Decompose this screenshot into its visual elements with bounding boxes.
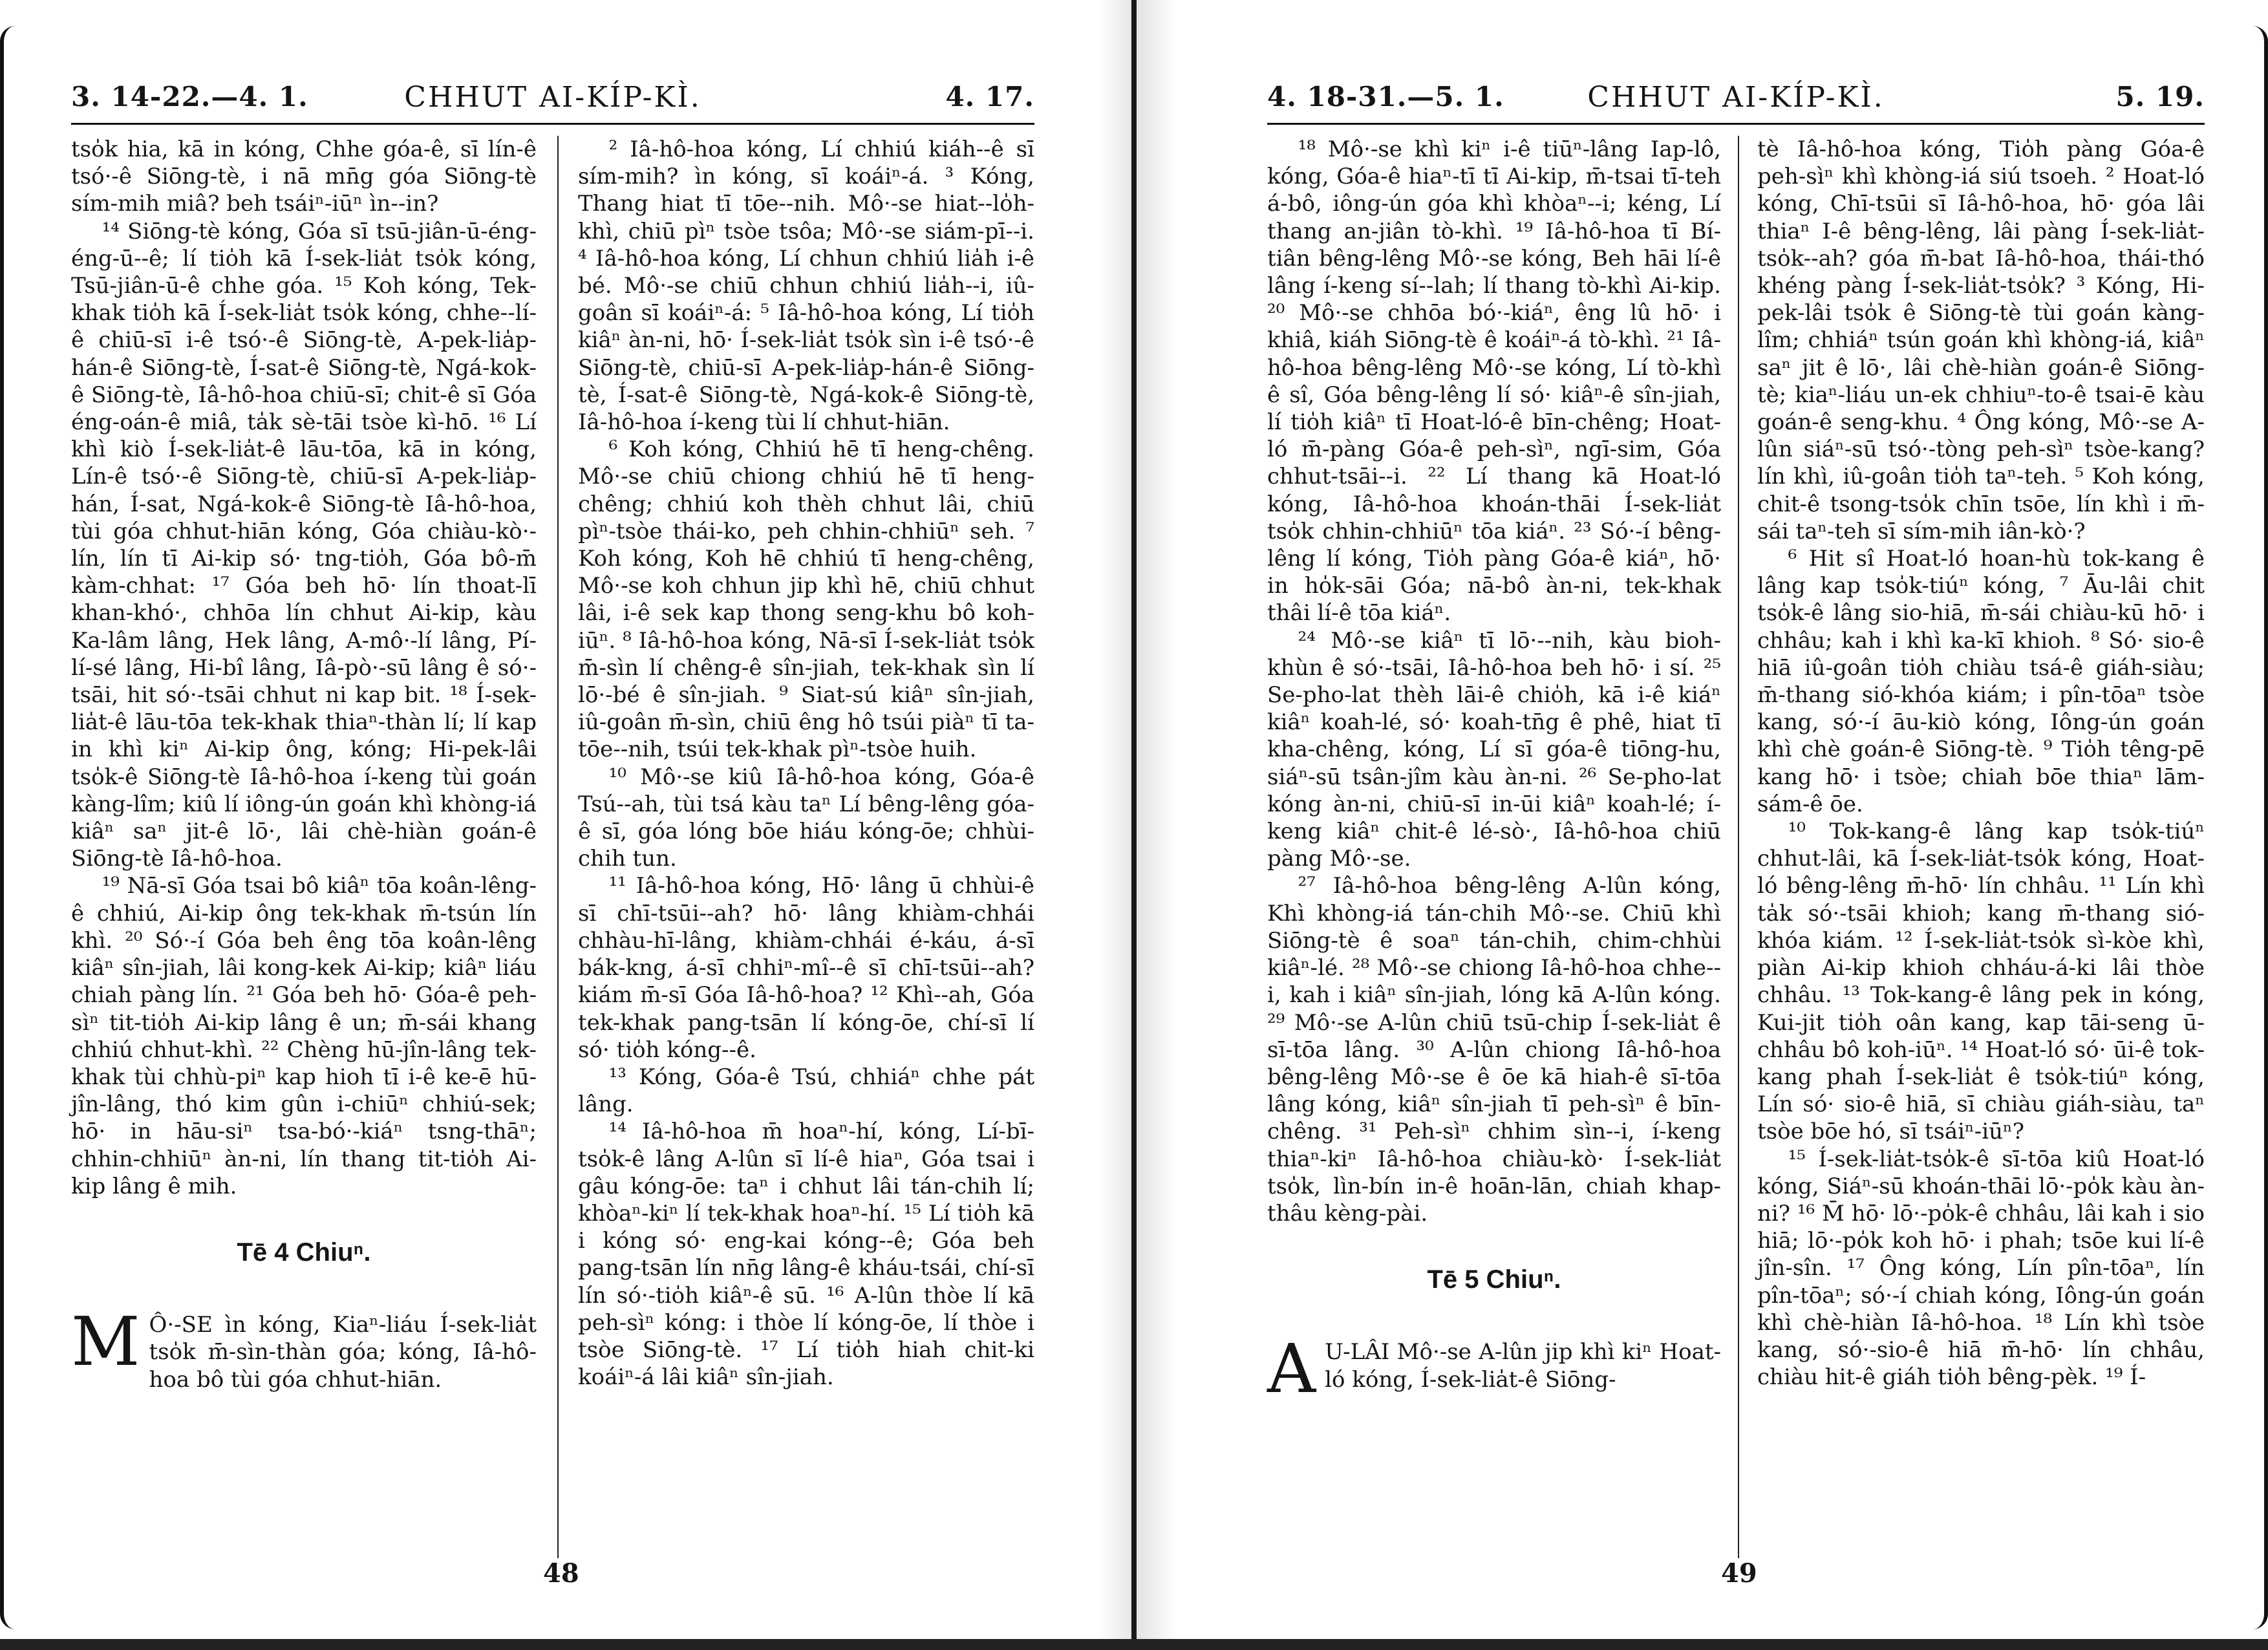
header-end-verse: 4. 17.	[945, 81, 1034, 112]
paragraph: ¹⁸ Mô·-se khì kiⁿ i-ê tiūⁿ-lâng Iap-lô, kóng, Góa-ê hiaⁿ-tī tī Ai-kip, m̄-tsai tī-teh á-bô, iông-ún góa khì khòaⁿ--i; kéng, Lí thang an-jiân tò-khì. ¹⁹ Iâ-hô-hoa tī Bí-tiân bêng-lêng Mô·-se kóng, Beh hāi lí-ê lâng í-keng sí--lah; lí thang tò-khì Ai-kip. ²⁰ Mô·-se chhōa bó·-kiáⁿ, êng lû hō· i khiâ, kiáh Siōng-tè ê koáiⁿ-á tò-khì. ²¹ Iâ-hô-hoa bêng-lêng Mô·-se kóng, Lí tò-khì ê sî, Góa bêng-lêng lí só· kiâⁿ-ê sîn-jiah, lí tio̍h kiâⁿ tī Hoat-ló-ê bīn-chêng; Hoat-ló m̄-pàng Góa-ê peh-sìⁿ, ngī-sim, Góa chhut-tsāi--i. ²² Lí thang kā Hoat-ló kóng, Iâ-hô-hoa khoán-thāi Í-sek-lia̍t tso̍k chhin-chhiūⁿ tōa kiáⁿ. ²³ Só·-í bêng-lêng lí kóng, Tio̍h pàng Góa-ê kiáⁿ, hō· in ho̍k-sāi Góa; nā-bô àn-ni, tek-khak thâi lí-ê tōa kiáⁿ.	[1267, 136, 1721, 627]
running-header	[71, 81, 1034, 120]
paragraph: ¹⁹ Nā-sī Góa tsai bô kiâⁿ tōa koân-lêng-ê chhiú, Ai-kip ông tek-khak m̄-tsún lín khì. ²⁰ Só·-í Góa beh êng tōa koân-lêng kiâⁿ sîn-jiah, lâi kong-kek Ai-kip; kiâⁿ liáu chiah pàng lín. ²¹ Góa beh hō· Góa-ê peh-sìⁿ tit-tio̍h Ai-kip lâng ê un; m̄-sái khang chhiú chhut-khì. ²² Chèng hū-jîn-lâng tek-khak tùi chhù-piⁿ kap hioh tī i-ê ke-ē hū-jîn-lâng, thó kim gûn i-chiūⁿ chhiú-sek; hō· in hāu-siⁿ tsa-bó·-kiáⁿ tsng-thāⁿ; chhin-chhiūⁿ àn-ni, lín thang tit-tio̍h Ai-kip lâng ê mih.	[71, 873, 537, 1199]
book-edge-right	[2252, 26, 2268, 1629]
paragraph: ¹¹ Iâ-hô-hoa kóng, Hō· lâng ū chhùi-ê sī chī-tsūi--ah? hō· lâng khiàm-chhái chhàu-hī-lâng, khiàm-chhái é-káu, á-sī bák-kng, á-sī chhiⁿ-mî--ê sī chī-tsūi--ah? kiám m̄-sī Góa Iâ-hô-hoa? ¹² Khì--ah, Góa tek-khak pang-tsān lí kóng-ōe, chí-sī lí só· tio̍h kóng--ê.	[578, 873, 1034, 1063]
page-number: 48	[543, 1558, 579, 1589]
header-book-title: CHHUT AI-KÍP-KÌ.	[404, 81, 701, 114]
header-rule	[1267, 123, 2205, 125]
text-column-left	[1267, 136, 1721, 1409]
paragraph: ²⁷ Iâ-hô-hoa bêng-lêng A-lûn kóng, Khì khòng-iá tán-chih Mô·-se. Chiū khì Siōng-tè ê soaⁿ tán-chih, chim-chhùi kiâⁿ-lé. ²⁸ Mô·-se chiong Iâ-hô-hoa chhe--i, kah i kiâⁿ sîn-jiah, lóng kā A-lûn kóng. ²⁹ Mô·-se A-lûn chiū tsū-chip Í-sek-lia̍t ê sī-tōa lâng. ³⁰ A-lûn chiong Iâ-hô-hoa bêng-lêng Mô·-se ê ōe kā hiah-ê sī-tōa lâng kóng, kiâⁿ sîn-jiah tī peh-sìⁿ ê bīn-chêng. ³¹ Peh-sìⁿ chhim sìn--i, í-keng thiaⁿ-kiⁿ Iâ-hô-hoa chiàu-kò· Í-sek-lia̍t tso̍k, lìn-bín in-ê hoān-lān, chiah khap-thâu kèng-pài.	[1267, 873, 1721, 1227]
paragraph: ¹⁴ Siōng-tè kóng, Góa sī tsū-jiân-ū-éng-éng-ū--ê; lí tio̍h kā Í-sek-lia̍t tso̍k kóng, Tsū-jiân-ū-ê chhe góa. ¹⁵ Koh kóng, Tek-khak tio̍h kā Í-sek-lia̍t tso̍k kóng, chhe--lí-ê chiū-sī i-ê tsó·-ê Siōng-tè, A-pek-lia̍p-hán-ê Siōng-tè, Í-sat-ê Siōng-tè, Ngá-kok-ê Siōng-tè, Iâ-hô-hoa chiū-sī; chit-ê sī Góa éng-oán-ê miâ, ta̍k sè-tāi tsòe kì-hō. ¹⁶ Lí khì kiò Í-sek-lia̍t-ê lāu-tōa, kā in kóng, Lín-ê tsó·-ê Siōng-tè, chiū-sī A-pek-lia̍p-hán, Í-sat, Ngá-kok-ê Siōng-tè Iâ-hô-hoa, tùi góa chhut-hiān kóng, Góa chiàu-kò·-lín, lín tī Ai-kip só· tng-tio̍h, Góa bô-m̄ kàm-chhat: ¹⁷ Góa beh hō· lín thoat-lī khan-khó·, chhōa lín chhut Ai-kip, kàu Ka-lâm lâng, Hek lâng, A-mô·-lí lâng, Pí-lí-sé lâng, Hi-bî lâng, Iâ-pò·-sū lâng ê só·-tsāi, hit só·-tsāi chhut ni kap bit. ¹⁸ Í-sek-lia̍t-ê lāu-tōa tek-khak thiaⁿ-thàn lí; lí kap in khì kiⁿ Ai-kip ông, kóng; Hi-pek-lâi tso̍k-ê Siōng-tè Iâ-hô-hoa í-keng tùi goán kàng-lîm; kiû lí iông-ún goán khì khòng-iá kiâⁿ saⁿ jit-ê lō·, lâi chè-hiàn goán-ê Siōng-tè Iâ-hô-hoa.	[71, 218, 537, 872]
column-divider	[1738, 136, 1739, 1558]
gutter-shadow	[1099, 0, 1177, 1650]
chapter-opening-paragraph	[1267, 1329, 1721, 1409]
paragraph: ¹³ Kóng, Góa-ê Tsú, chhiáⁿ chhe pát lâng.	[578, 1064, 1034, 1118]
paragraph: ¹⁴ Iâ-hô-hoa m̄ hoaⁿ-hí, kóng, Lí-bī-tso̍k-ê lâng A-lûn sī lí-ê hiaⁿ, Góa tsai i gâu kóng-ōe: taⁿ i chhut lâi tán-chih lí; khòaⁿ-kiⁿ lí tek-khak hoaⁿ-hí. ¹⁵ Lí tio̍h kā i kóng só· eng-kai kóng--ê; Góa beh pang-tsān lín nn̄g lâng-ê kháu-tsái, chí-sī lín só·-tio̍h kiâⁿ-ê sū. ¹⁶ A-lûn thòe lí kā peh-sìⁿ kóng: i thòe lí kóng-ōe, lí thòe i tsòe Siōng-tè. ¹⁷ Lí tio̍h hiah chit-ki koáiⁿ-á lâi kiâⁿ sîn-jiah.	[578, 1119, 1034, 1391]
header-verse-range: 4. 18-31.—5. 1.	[1267, 81, 1504, 112]
left-page	[71, 0, 1034, 1650]
page-number: 49	[1721, 1558, 1757, 1589]
paragraph: ²⁴ Mô·-se kiâⁿ tī lō·--nih, kàu bioh-khùn ê só·-tsāi, Iâ-hô-hoa beh hō· i sí. ²⁵ Se-pho-lat thèh lāi-ê chio̍h, kā i-ê kiáⁿ kiâⁿ koah-lé, só· koah-tn̄g ê phê, hiat tī kha-chêng, kóng, Lí sī góa-ê tiōng-hu, siáⁿ-sū tsân-jîm kàu àn-ni. ²⁶ Se-pho-lat kóng àn-ni, chiū-sī in-ūi kiâⁿ koah-lé; í-keng kiâⁿ chit-ê lé-sò·, Iâ-hô-hoa chiū pàng Mô·-se.	[1267, 627, 1721, 872]
paragraph: ⁶ Koh kóng, Chhiú hē tī heng-chêng. Mô·-se chiū chiong chhiú hē tī heng-chêng; chhiú koh thèh chhut lâi, chiū pìⁿ-tsòe thái-ko, peh chhin-chhiūⁿ seh. ⁷ Koh kóng, Koh hē chhiú tī heng-chêng, Mô·-se koh chhun jip khì hē, chiū chhut lâi, i-ê sek kap thong seng-khu bô koh-iūⁿ. ⁸ Iâ-hô-hoa kóng, Nā-sī Í-sek-lia̍t tso̍k m̄-sìn lí chêng-ê sîn-jiah, tek-khak sìn lí lō·-bé ê sîn-jiah. ⁹ Siat-sú kiâⁿ sîn-jiah, iû-goân m̄-sìn, chiū êng hô tsúi piàⁿ tī ta-tōe--nih, tsúi tek-khak pìⁿ-tsòe huih.	[578, 436, 1034, 763]
right-page	[1267, 0, 2205, 1650]
paragraph: ⁶ Hit sî Hoat-ló hoan-hù tok-kang ê lâng kap tso̍k-tiúⁿ kóng, ⁷ Āu-lâi chit tso̍k-ê lâng sio-hiā, m̄-sái chiàu-kū hō· i chhâu; kah i khì ka-kī khioh. ⁸ Só· sio-ê hiā iû-goân tio̍h chiàu tsá-ê giáh-siàu; m̄-thang sió-khóa kiám; i pîn-tōaⁿ tsòe kang, só·-í āu-kiò kóng, Iông-ún goán khì chè goán-ê Siōng-tè. ⁹ Tio̍h têng-pē kang hō· i tsòe; chiah bōe thiaⁿ lām-sám-ê ōe.	[1757, 546, 2205, 817]
chapter-heading: Tē 4 Chiuⁿ.	[237, 1238, 371, 1267]
drop-cap: A	[1267, 1329, 1316, 1409]
paragraph: tso̍k hia, kā in kóng, Chhe góa-ê, sī lín-ê tsó·-ê Siōng-tè, i nā mn̄g góa Siōng-tè sím-mih miâ? beh tsáiⁿ-iūⁿ ìn--in?	[71, 136, 537, 217]
chapter-opening-text: Ô·-SE ìn kóng, Kiaⁿ-liáu Í-sek-lia̍t tso̍k m̄-sìn-thàn góa; kóng, Iâ-hô-hoa bô tùi góa chhut-hiān.	[149, 1312, 537, 1393]
chapter-opening-text: U-LÂI Mô·-se A-lûn jip khì kiⁿ Hoat-ló kóng, Í-sek-lia̍t-ê Siōng-	[1325, 1339, 1721, 1393]
text-column-right	[1757, 136, 2205, 1391]
paragraph: ² Iâ-hô-hoa kóng, Lí chhiú kiáh--ê sī sím-mih? ìn kóng, sī koáiⁿ-á. ³ Kóng, Thang hiat tī tōe--nih. Mô·-se hiat--lo̍h-khì, chiū pìⁿ tsòe tsôa; Mô·-se siám-pī--i. ⁴ Iâ-hô-hoa kóng, Lí chhun chhiú lia̍h i-ê bé. Mô·-se chiū chhun chhiú lia̍h--i, iû-goân sī koáiⁿ-á: ⁵ Iâ-hô-hoa kóng, Lí tio̍h kiâⁿ àn-ni, hō· Í-sek-lia̍t tso̍k sìn i-ê tsó·-ê Siōng-tè, chiū-sī A-pek-lia̍p-hán-ê Siōng-tè, Í-sat-ê Siōng-tè, Ngá-kok-ê Siōng-tè, Iâ-hô-hoa í-keng tùi lí chhut-hiān.	[578, 136, 1034, 436]
header-rule	[71, 123, 1034, 125]
header-book-title: CHHUT AI-KÍP-KÌ.	[1587, 81, 1885, 114]
paragraph: tè Iâ-hô-hoa kóng, Tio̍h pàng Góa-ê peh-sìⁿ khì khòng-iá siú tsoeh. ² Hoat-ló kóng, Chī-tsūi sī Iâ-hô-hoa, hō· góa lâi thiaⁿ I-ê bêng-lêng, lâi pàng Í-sek-lia̍t-tso̍k--ah? góa m̄-bat Iâ-hô-hoa, thái-thó khéng pàng Í-sek-lia̍t-tso̍k? ³ Kóng, Hi-pek-lâi tso̍k ê Siōng-tè tùi goán kàng-lîm; chhiáⁿ tsún goán khì khòng-iá, kiâⁿ saⁿ jit ê lō·, lâi chè-hiàn goán-ê Siōng-tè; kiaⁿ-liáu un-ek chhiuⁿ-to-ê tsai-ē kàu goán-ê seng-khu. ⁴ Ông kóng, Mô·-se A-lûn siáⁿ-sū tsó·-tòng peh-sìⁿ tsòe-kang? lín khì, iû-goân tio̍h taⁿ-teh. ⁵ Koh kóng, chit-ê tsong-tso̍k chīn tsōe, lín khì i m̄-sái taⁿ-teh sī sím-mih iân-kò·?	[1757, 136, 2205, 544]
paragraph: ¹⁵ Í-sek-lia̍t-tso̍k-ê sī-tōa kiû Hoat-ló kóng, Siáⁿ-sū khoán-thāi lō·-po̍k kàu àn-ni? ¹⁶ M̄ hō· lō·-po̍k-ê chhâu, lâi kah i sio hiā; lō·-po̍k koh hō· i phah; tsōe kui lí-ê jîn-sîn. ¹⁷ Ông kóng, Lín pîn-tōaⁿ, lín pîn-tōaⁿ; só·-í chiah kóng, Iông-ún goán khì chè-hiàn Iâ-hô-hoa. ¹⁸ Lín khì tsòe kang, só·-sio-ê hiā m̄-hō· lín chhâu, chiàu hit-ê giáh tio̍h bêng-pèk. ¹⁹ Í-	[1757, 1146, 2205, 1391]
header-verse-range: 3. 14-22.—4. 1.	[71, 81, 308, 112]
paragraph: ¹⁰ Tok-kang-ê lâng kap tso̍k-tiúⁿ chhut-lâi, kā Í-sek-lia̍t-tso̍k kóng, Hoat-ló bêng-lêng m̄-hō· lín chhâu. ¹¹ Lín khì ta̍k só·-tsāi khioh; kang m̄-thang sió-khóa kiám. ¹² Í-sek-lia̍t-tso̍k sì-kòe khì, piàn Ai-kip khioh chháu-á-ki lâi thòe chhâu. ¹³ Tok-kang-ê lâng pek in kóng, Kui-jit tio̍h oân kang, kap tāi-seng ū-chhâu bô koh-iūⁿ. ¹⁴ Hoat-ló só· ūi-ê tok-kang phah Í-sek-lia̍t ê tso̍k-tiúⁿ kóng, Lín só· sio-ê hiā, sī chiàu giáh-siàu, taⁿ tsòe bōe hó, sī tsáiⁿ-iūⁿ?	[1757, 819, 2205, 1145]
header-end-verse: 5. 19.	[2115, 81, 2205, 112]
drop-cap: M	[71, 1302, 140, 1382]
text-column-left	[71, 136, 537, 1393]
book-gutter	[1131, 0, 1137, 1650]
chapter-opening-paragraph	[71, 1302, 537, 1393]
column-divider	[557, 136, 559, 1558]
book-edge-left	[0, 26, 16, 1629]
paragraph: ¹⁰ Mô·-se kiû Iâ-hô-hoa kóng, Góa-ê Tsú--ah, tùi tsá kàu taⁿ Lí bêng-lêng góa-ê sī, góa lóng bōe hiáu kóng-ōe; chhùi-chih tun.	[578, 764, 1034, 872]
chapter-heading: Tē 5 Chiuⁿ.	[1427, 1265, 1561, 1294]
running-header	[1267, 81, 2205, 120]
text-column-right	[578, 136, 1034, 1391]
